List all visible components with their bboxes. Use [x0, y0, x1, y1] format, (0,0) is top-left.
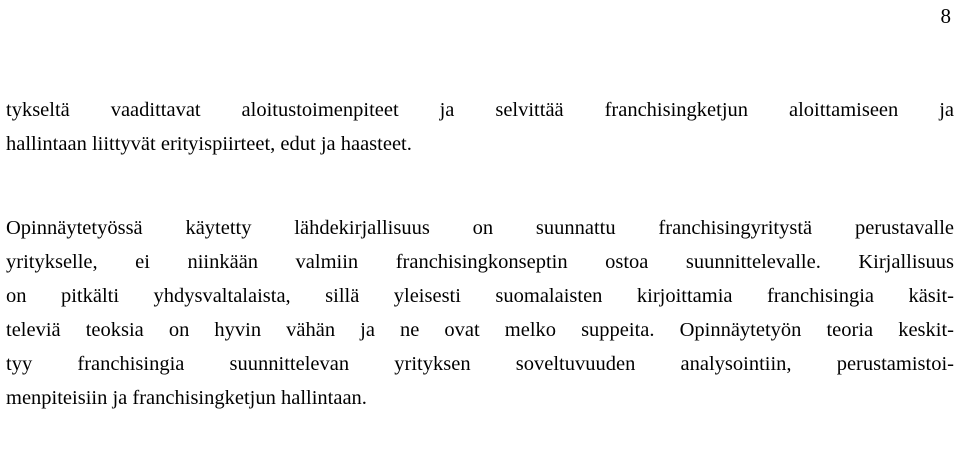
text-line: Opinnäytetyössä käytetty lähdekirjallisuus on suunnattu franchisingyritystä perustavalle — [6, 217, 954, 239]
text-line: hallintaan liittyvät erityispiirteet, edut ja haasteet. — [6, 133, 412, 155]
text-line: televiä teoksia on hyvin vähän ja ne ovat melko suppeita. Opinnäytetyön teoria keskit- — [6, 319, 954, 341]
text-line: yritykselle, ei niinkään valmiin franchisingkonseptin ostoa suunnittelevalle. Kirjallisuus — [6, 251, 954, 273]
text-line: menpiteisiin ja franchisingketjun hallintaan. — [6, 387, 367, 409]
paragraph-2 — [6, 211, 954, 415]
text-line: on pitkälti yhdysvaltalaista, sillä yleisesti suomalaisten kirjoittamia franchisingia käsit- — [6, 285, 954, 307]
text-line: tykseltä vaadittavat aloitustoimenpiteet ja selvittää franchisingketjun aloittamiseen ja — [6, 99, 954, 121]
page-number: 8 — [940, 4, 951, 28]
text-line: tyy franchisingia suunnittelevan yrityksen soveltuvuuden analysointiin, perustamistoi- — [6, 353, 954, 375]
paragraph-1 — [6, 93, 954, 161]
